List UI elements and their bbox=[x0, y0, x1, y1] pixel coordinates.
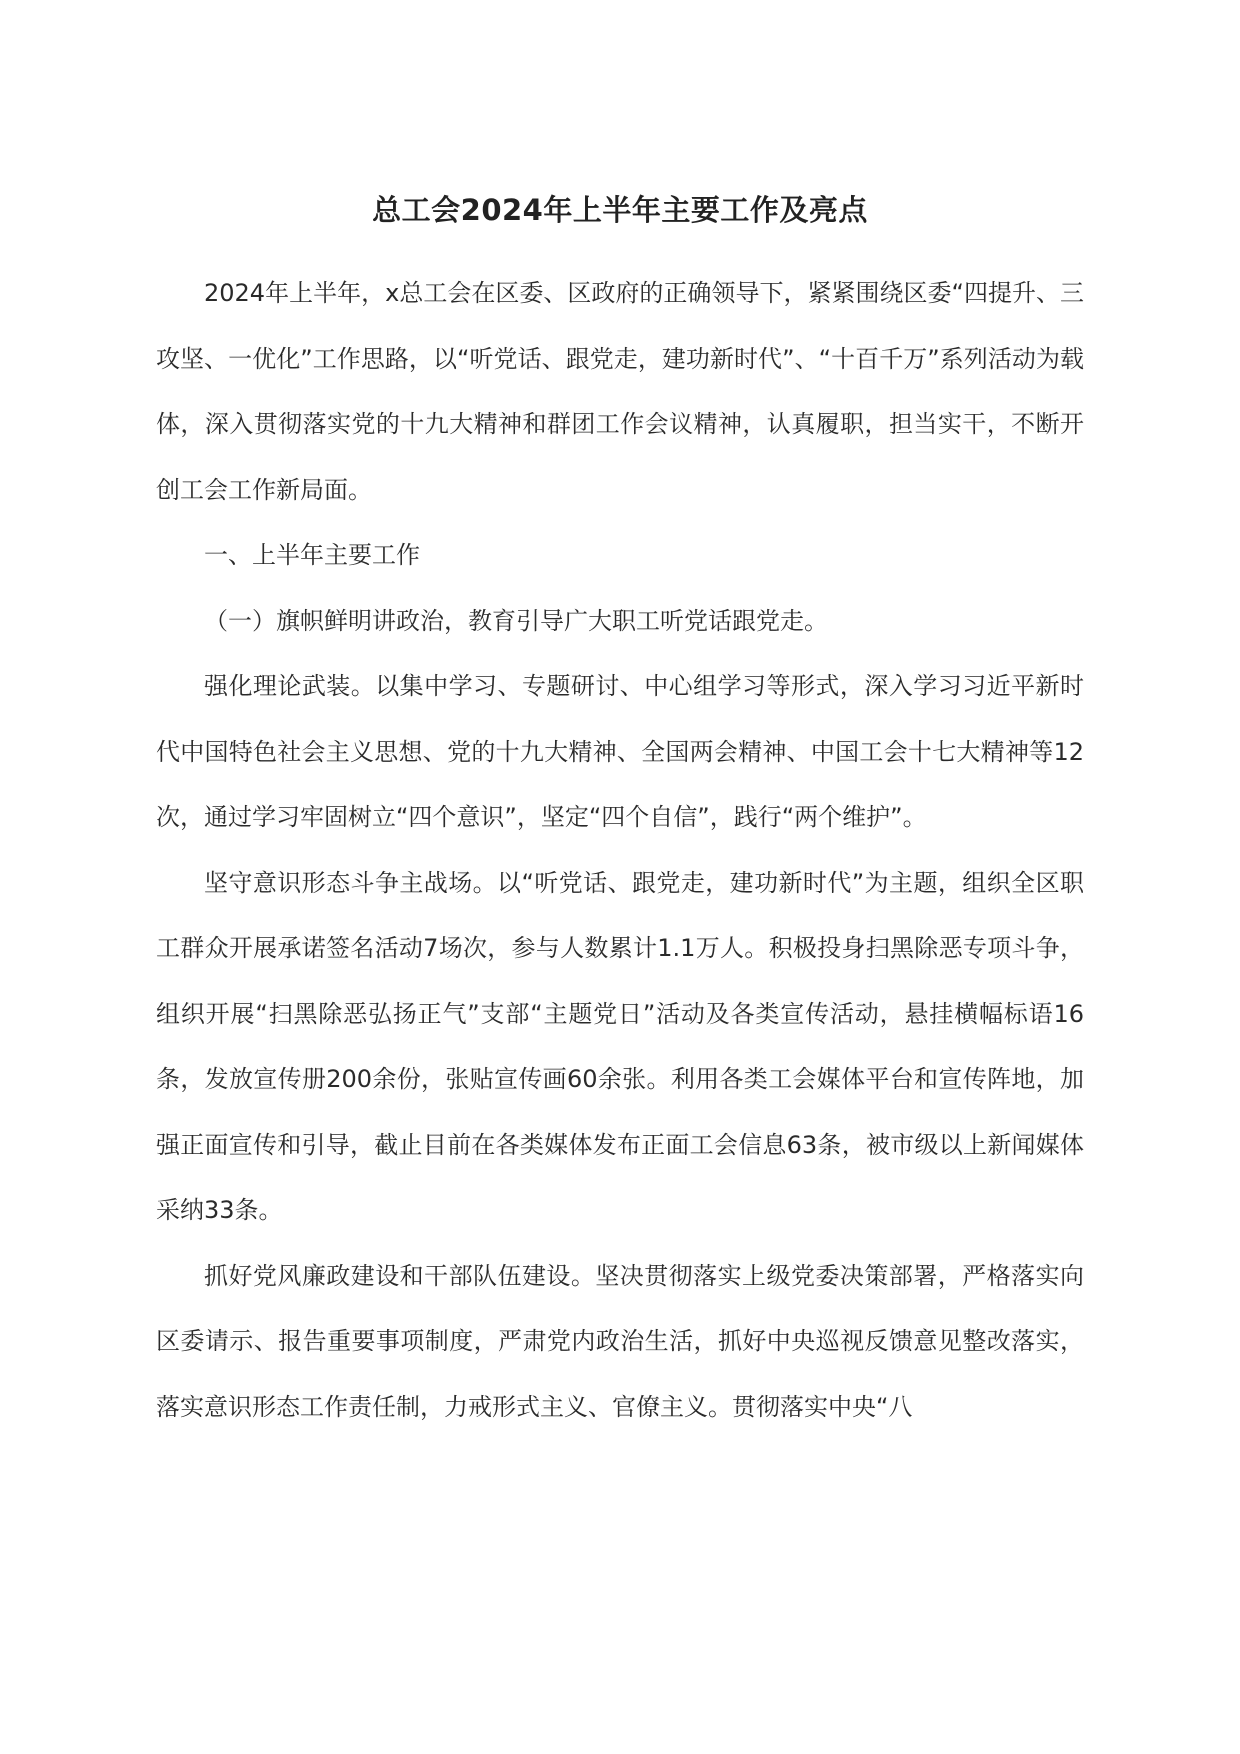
subsection-heading: （一）旗帜鲜明讲政治，教育引导广大职工听党话跟党走。 bbox=[204, 606, 828, 635]
document-body bbox=[156, 261, 1084, 1440]
party-conduct-paragraph: 抓好党风廉政建设和干部队伍建设。坚决贯彻落实上级党委决策部署，严格落实向区委请示、报告重要事项制度，严肃党内政治生活，抓好中央巡视反馈意见整改落实，落实意识形态工作责任制，力戒形式主义、官僚主义。贯彻落实中央“八 bbox=[156, 1261, 1084, 1421]
section-heading: 一、上半年主要工作 bbox=[204, 541, 420, 569]
theory-study-paragraph: 强化理论武装。以集中学习、专题研讨、中心组学习等形式，深入学习习近平新时代中国特色社会主义思想、党的十九大精神、全国两会精神、中国工会十七大精神等12次，通过学习牢固树立“四个意识”，坚定“四个自信”，践行“两个维护”。 bbox=[156, 672, 1084, 831]
document-title: 总工会2024年上半年主要工作及亮点 bbox=[372, 193, 868, 227]
ideology-paragraph: 坚守意识形态斗争主战场。以“听党话、跟党走，建功新时代”为主题，组织全区职工群众开展承诺签名活动7场次，参与人数累计1.1万人。积极投身扫黑除恶专项斗争，组织开展“扫黑除恶弘扬正气”支部“主题党日”活动及各类宣传活动，悬挂横幅标语16条，发放宣传册200余份，张贴宣传画60余张。利用各类工会媒体平台和宣传阵地，加强正面宣传和引导，截止目前在各类媒体发布正面工会信息63条，被市级以上新闻媒体采纳33条。 bbox=[156, 868, 1084, 1224]
intro-paragraph: 2024年上半年，x总工会在区委、区政府的正确领导下，紧紧围绕区委“四提升、三攻坚、一优化”工作思路，以“听党话、跟党走，建功新时代”、“十百千万”系列活动为载体，深入贯彻落实党的十九大精神和群团工作会议精神，认真履职，担当实干，不断开创工会工作新局面。 bbox=[156, 279, 1084, 504]
